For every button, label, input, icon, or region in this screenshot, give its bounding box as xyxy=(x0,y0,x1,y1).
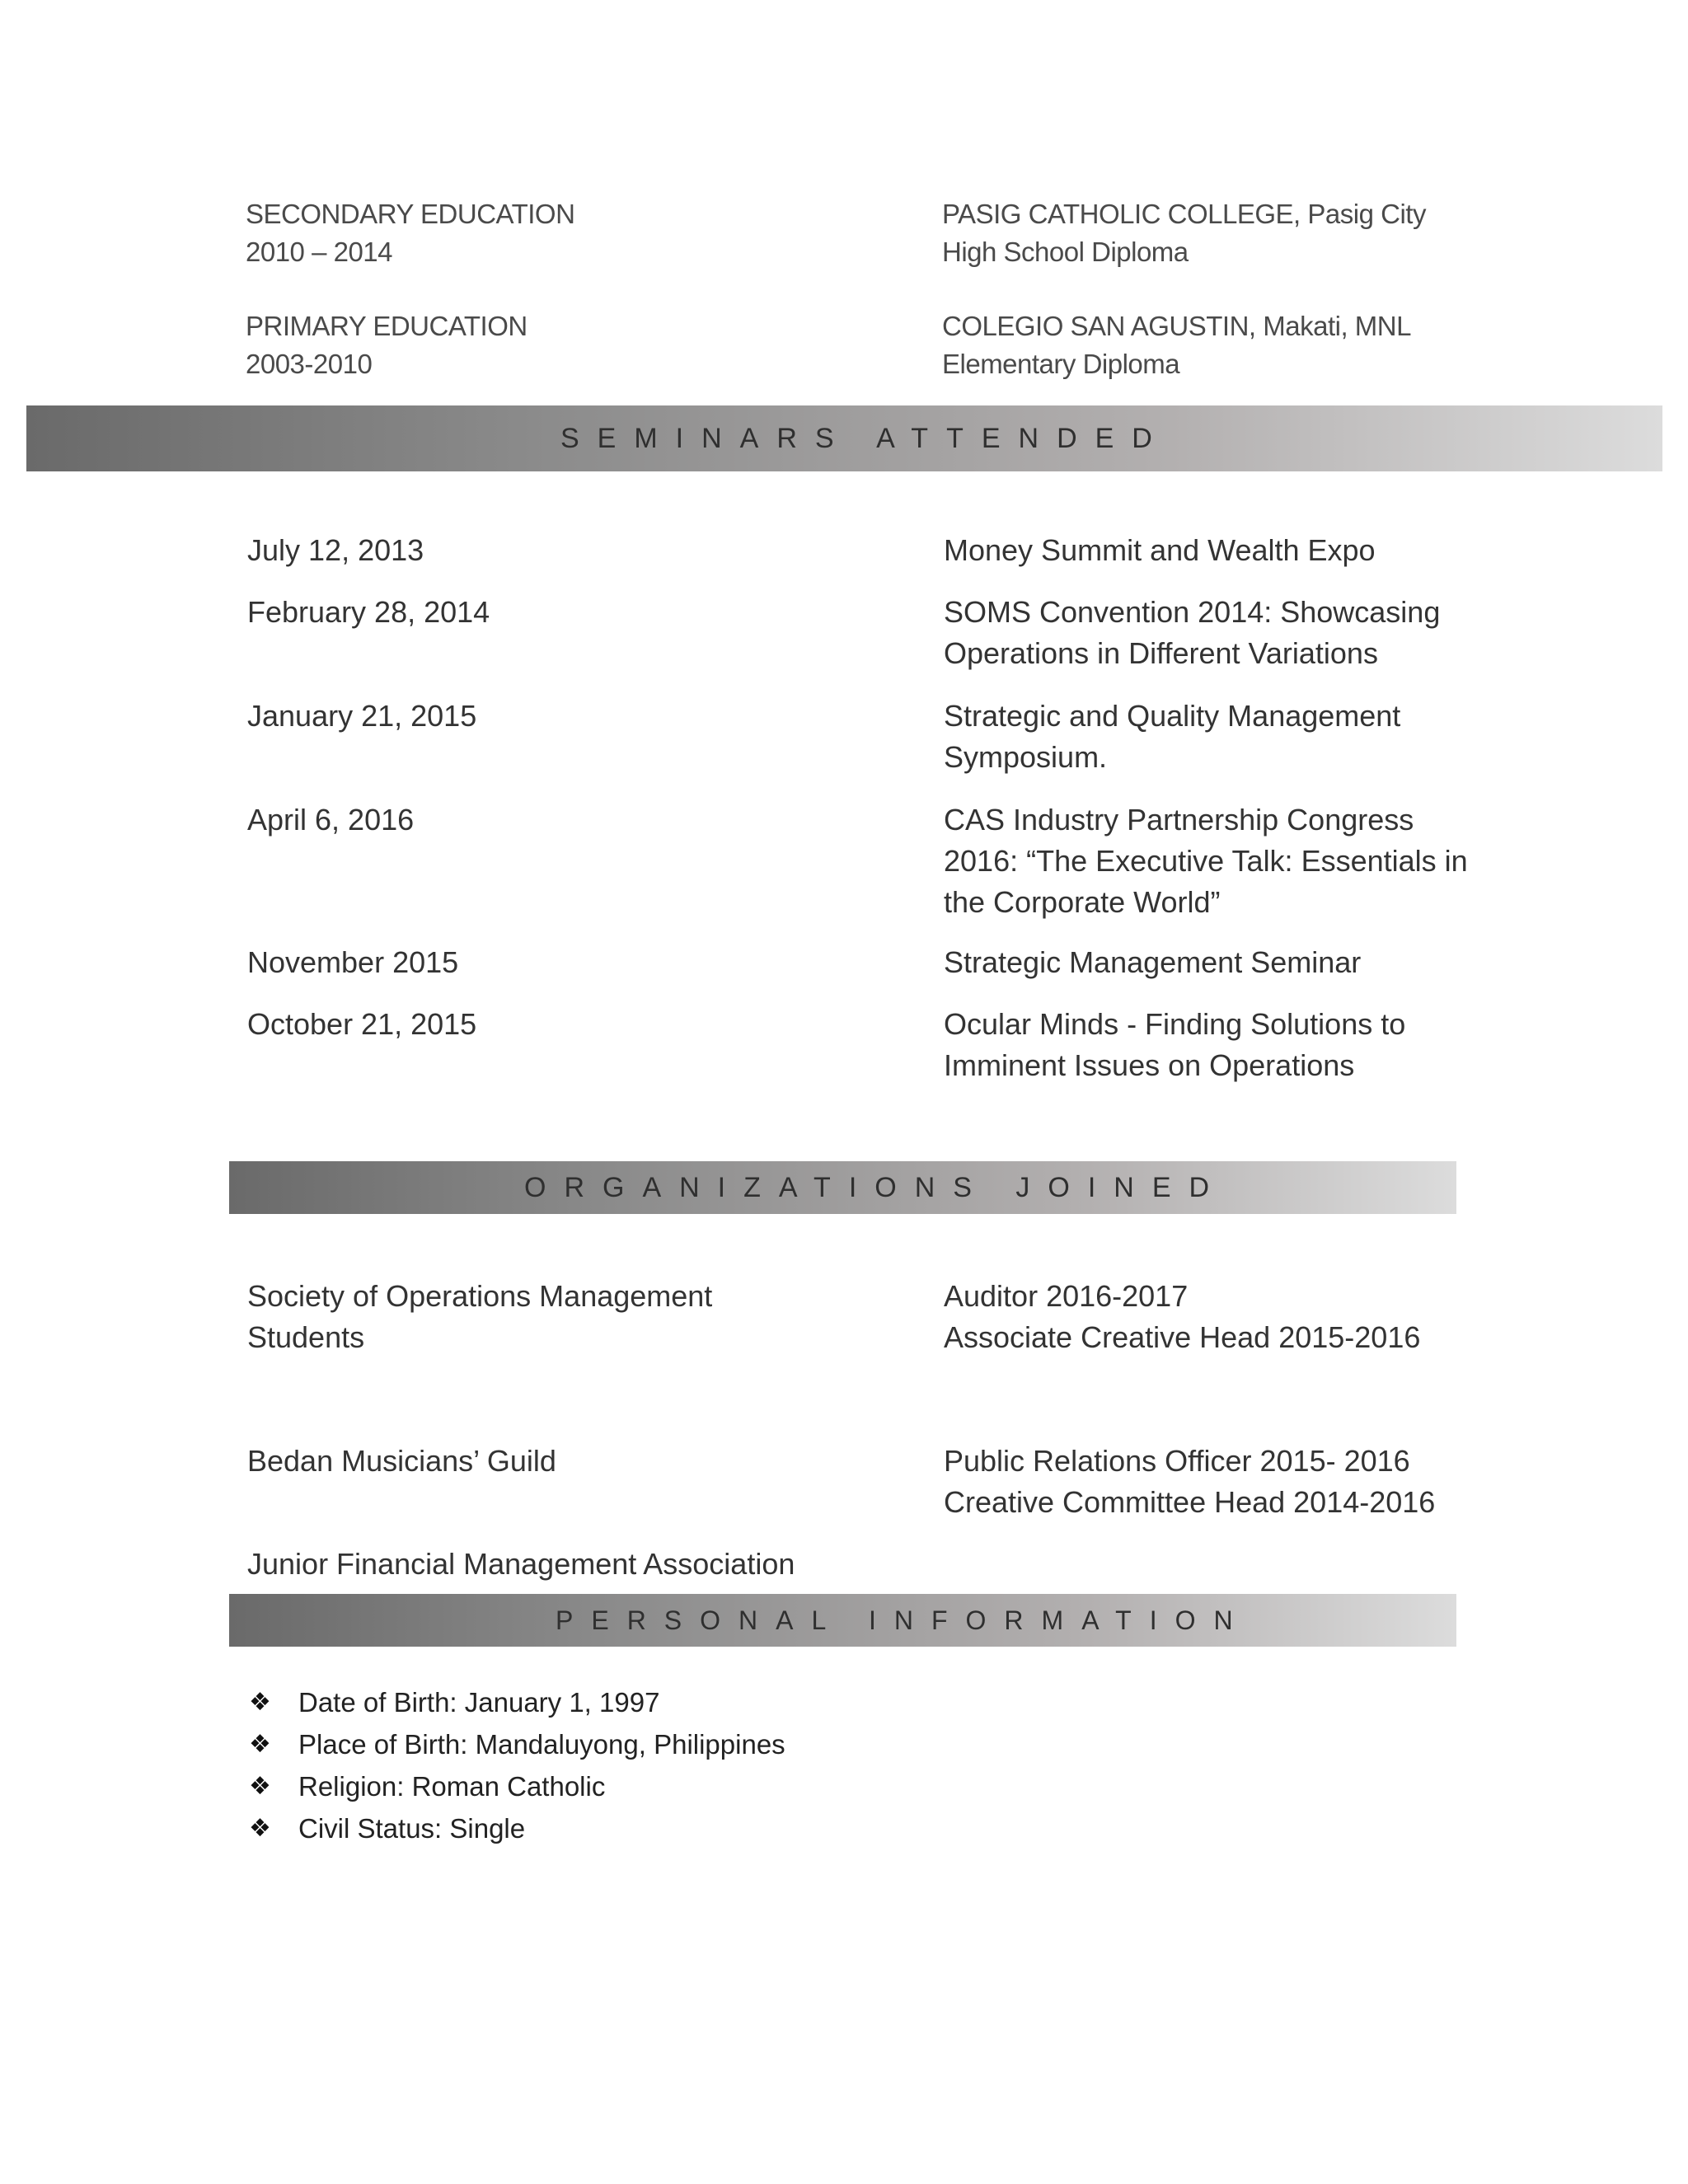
section-title: SEMINARS ATTENDED xyxy=(560,423,1170,454)
seminar-name-line: Operations in Different Variations xyxy=(944,636,1378,670)
seminar-date: November 2015 xyxy=(247,945,459,979)
education-entry-primary xyxy=(246,307,528,383)
organization-name-line: Bedan Musicians’ Guild xyxy=(247,1444,556,1478)
education-school-secondary xyxy=(942,195,1426,271)
organization-role: Auditor 2016-2017 xyxy=(944,1279,1189,1313)
seminar-name xyxy=(944,530,1376,571)
organization-name xyxy=(247,1441,556,1482)
organization-name-line: Students xyxy=(247,1320,365,1354)
seminar-name-line: CAS Industry Partnership Congress xyxy=(944,803,1414,837)
list-item xyxy=(249,1681,1156,1723)
education-level: SECONDARY EDUCATION xyxy=(246,199,575,229)
organization-name-line: Junior Financial Management Association xyxy=(247,1547,795,1581)
diamond-bullet-icon: ❖ xyxy=(249,1689,271,1716)
organization-role: Creative Committee Head 2014-2016 xyxy=(944,1485,1436,1519)
organization-role: Public Relations Officer 2015- 2016 xyxy=(944,1444,1410,1478)
school-name: COLEGIO SAN AGUSTIN, Makati, MNL xyxy=(942,311,1411,341)
seminar-name-line: 2016: “The Executive Talk: Essentials in xyxy=(944,844,1468,878)
personal-info-text: Date of Birth: January 1, 1997 xyxy=(298,1687,660,1718)
seminar-name-line: Symposium. xyxy=(944,740,1108,774)
section-title: PERSONAL INFORMATION xyxy=(556,1605,1251,1635)
seminar-name-line: Money Summit and Wealth Expo xyxy=(944,533,1376,567)
seminar-name-line: Ocular Minds - Finding Solutions to xyxy=(944,1007,1406,1041)
seminar-name xyxy=(944,799,1468,923)
education-school-primary xyxy=(942,307,1411,383)
diploma: High School Diploma xyxy=(942,237,1189,267)
seminar-date: February 28, 2014 xyxy=(247,595,490,629)
diamond-bullet-icon: ❖ xyxy=(249,1731,271,1758)
education-level: PRIMARY EDUCATION xyxy=(246,311,528,341)
diamond-bullet-icon: ❖ xyxy=(249,1815,271,1842)
personal-info-text: Religion: Roman Catholic xyxy=(298,1771,606,1802)
seminar-name xyxy=(944,1004,1405,1086)
organization-roles xyxy=(944,1441,1435,1523)
seminar-name xyxy=(944,696,1400,778)
organization-name-line: Society of Operations Management xyxy=(247,1279,713,1313)
personal-info-text: Civil Status: Single xyxy=(298,1813,526,1844)
list-item xyxy=(249,1765,1156,1807)
personal-info-list xyxy=(249,1681,1156,1849)
section-header-personal xyxy=(229,1594,1456,1647)
organization-role: Associate Creative Head 2015-2016 xyxy=(944,1320,1421,1354)
seminar-name-line: Strategic Management Seminar xyxy=(944,945,1362,979)
section-header-organizations xyxy=(229,1161,1456,1214)
seminar-name-line: Strategic and Quality Management xyxy=(944,699,1401,733)
diamond-bullet-icon: ❖ xyxy=(249,1773,271,1800)
personal-info-text: Place of Birth: Mandaluyong, Philippines xyxy=(298,1729,785,1760)
seminar-name-line: Imminent Issues on Operations xyxy=(944,1048,1355,1082)
seminar-name xyxy=(944,592,1440,674)
organization-roles xyxy=(944,1276,1420,1358)
seminar-name xyxy=(944,942,1361,983)
seminar-date: July 12, 2013 xyxy=(247,533,424,567)
list-item xyxy=(249,1723,1156,1765)
education-entry-secondary xyxy=(246,195,574,271)
seminar-date: October 21, 2015 xyxy=(247,1007,477,1041)
education-years: 2003-2010 xyxy=(246,349,373,379)
education-years: 2010 – 2014 xyxy=(246,237,393,267)
seminar-date: January 21, 2015 xyxy=(247,699,477,733)
organization-name xyxy=(247,1544,795,1585)
organization-name xyxy=(247,1276,712,1358)
seminar-name-line: the Corporate World” xyxy=(944,885,1221,919)
section-title: ORGANIZATIONS JOINED xyxy=(524,1172,1228,1203)
seminar-name-line: SOMS Convention 2014: Showcasing xyxy=(944,595,1441,629)
list-item xyxy=(249,1807,1156,1849)
seminar-date: April 6, 2016 xyxy=(247,803,415,837)
diploma: Elementary Diploma xyxy=(942,349,1180,379)
school-name: PASIG CATHOLIC COLLEGE, Pasig City xyxy=(942,199,1426,229)
section-header-seminars xyxy=(26,405,1662,471)
